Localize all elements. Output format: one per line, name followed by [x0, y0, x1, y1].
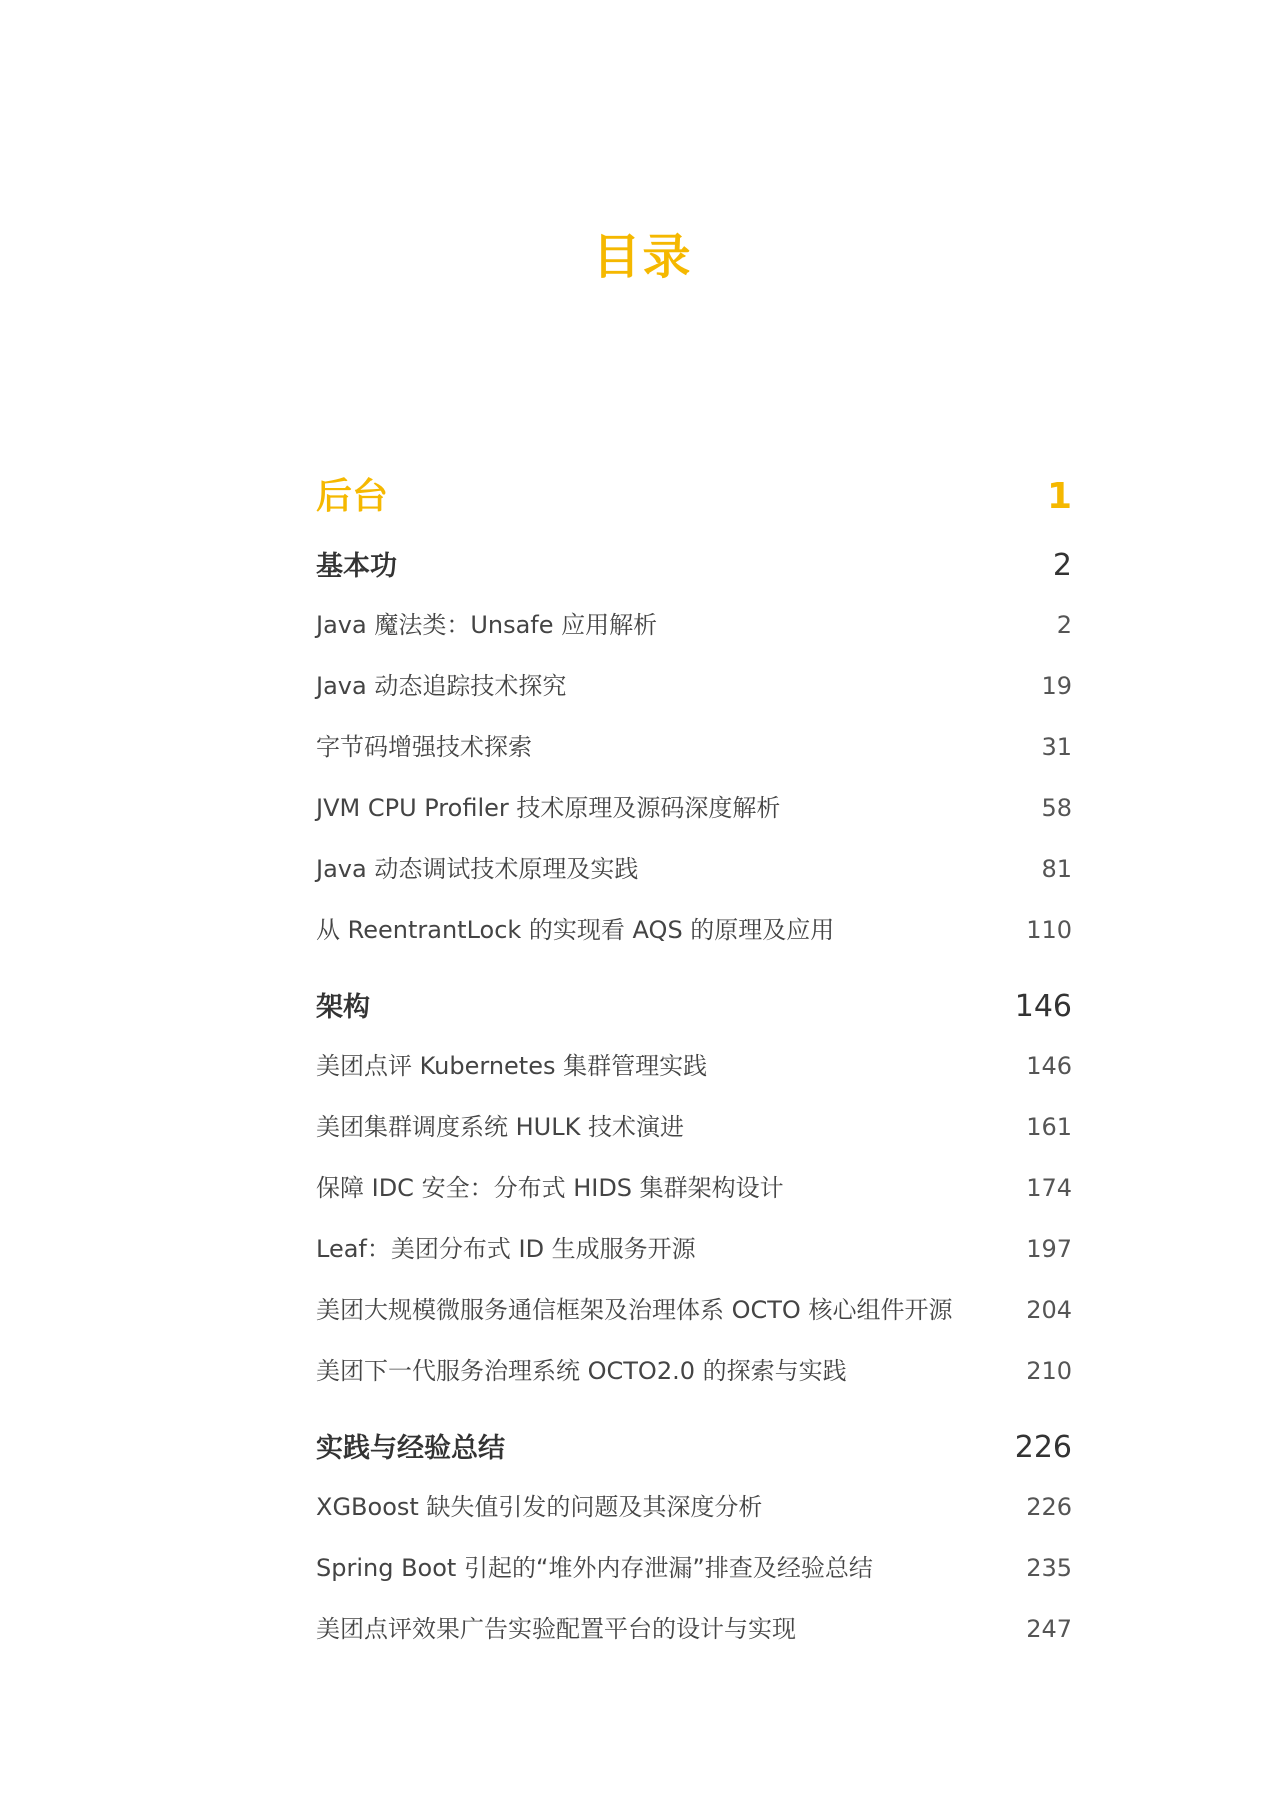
article-title: 保障 IDC 安全：分布式 HIDS 集群架构设计 — [316, 1174, 784, 1202]
article-title: 从 ReentrantLock 的实现看 AQS 的原理及应用 — [316, 916, 835, 944]
article-title: 美团点评 Kubernetes 集群管理实践 — [316, 1052, 708, 1080]
article-page-number: 247 — [1026, 1615, 1072, 1643]
article-title: 美团集群调度系统 HULK 技术演进 — [316, 1113, 684, 1141]
article-page-number: 235 — [1026, 1554, 1072, 1582]
article-title: JVM CPU Profiler 技术原理及源码深度解析 — [316, 794, 781, 822]
article-page-number: 226 — [1026, 1493, 1072, 1521]
part-title: 后台 — [316, 476, 389, 517]
chapter-title: 架构 — [316, 992, 370, 1023]
article-title: 美团点评效果广告实验配置平台的设计与实现 — [316, 1615, 796, 1643]
toc-article-row[interactable] — [316, 1229, 1072, 1290]
article-title: 美团大规模微服务通信框架及治理体系 OCTO 核心组件开源 — [316, 1296, 953, 1324]
toc-article-row[interactable] — [316, 1046, 1072, 1107]
toc-article-row[interactable] — [316, 1351, 1072, 1412]
article-page-number: 204 — [1026, 1296, 1072, 1324]
toc-article-row[interactable] — [316, 1609, 1072, 1670]
chapter-title: 基本功 — [316, 551, 397, 582]
toc-article-row[interactable] — [316, 788, 1072, 849]
toc-chapter-row[interactable] — [316, 530, 1072, 605]
chapter-page-number: 226 — [1014, 1430, 1072, 1465]
article-page-number: 19 — [1041, 672, 1072, 700]
toc-article-row[interactable] — [316, 727, 1072, 788]
chapter-page-number: 2 — [1052, 548, 1072, 583]
chapter-title: 实践与经验总结 — [316, 1433, 505, 1464]
article-page-number: 210 — [1026, 1357, 1072, 1385]
toc-chapter-row[interactable] — [316, 1412, 1072, 1487]
toc-article-row[interactable] — [316, 1548, 1072, 1609]
article-page-number: 31 — [1041, 733, 1072, 761]
article-page-number: 2 — [1056, 611, 1072, 639]
toc-article-row[interactable] — [316, 849, 1072, 910]
article-page-number: 81 — [1041, 855, 1072, 883]
toc-article-row[interactable] — [316, 1487, 1072, 1548]
article-page-number: 197 — [1026, 1235, 1072, 1263]
toc-chapter-row[interactable] — [316, 971, 1072, 1046]
article-page-number: 146 — [1026, 1052, 1072, 1080]
part-page-number: 1 — [1046, 476, 1072, 517]
toc-article-row[interactable] — [316, 666, 1072, 727]
toc-article-row[interactable] — [316, 910, 1072, 971]
chapter-page-number: 146 — [1014, 989, 1072, 1024]
toc-article-row[interactable] — [316, 605, 1072, 666]
article-page-number: 161 — [1026, 1113, 1072, 1141]
toc-part-row[interactable] — [316, 468, 1072, 530]
article-title: Java 动态调试技术原理及实践 — [316, 855, 639, 883]
toc-article-row[interactable] — [316, 1290, 1072, 1351]
article-title: Spring Boot 引起的“堆外内存泄漏”排查及经验总结 — [316, 1554, 873, 1582]
article-title: Java 动态追踪技术探究 — [316, 672, 567, 700]
page-title: 目录 — [592, 229, 693, 285]
toc-article-row[interactable] — [316, 1168, 1072, 1229]
table-of-contents — [316, 468, 1072, 1670]
article-page-number: 58 — [1041, 794, 1072, 822]
article-page-number: 174 — [1026, 1174, 1072, 1202]
article-title: Java 魔法类：Unsafe 应用解析 — [316, 611, 658, 639]
article-title: Leaf：美团分布式 ID 生成服务开源 — [316, 1235, 696, 1263]
article-title: 字节码增强技术探索 — [316, 733, 532, 761]
toc-article-row[interactable] — [316, 1107, 1072, 1168]
article-title: XGBoost 缺失值引发的问题及其深度分析 — [316, 1493, 763, 1521]
article-title: 美团下一代服务治理系统 OCTO2.0 的探索与实践 — [316, 1357, 847, 1385]
article-page-number: 110 — [1026, 916, 1072, 944]
